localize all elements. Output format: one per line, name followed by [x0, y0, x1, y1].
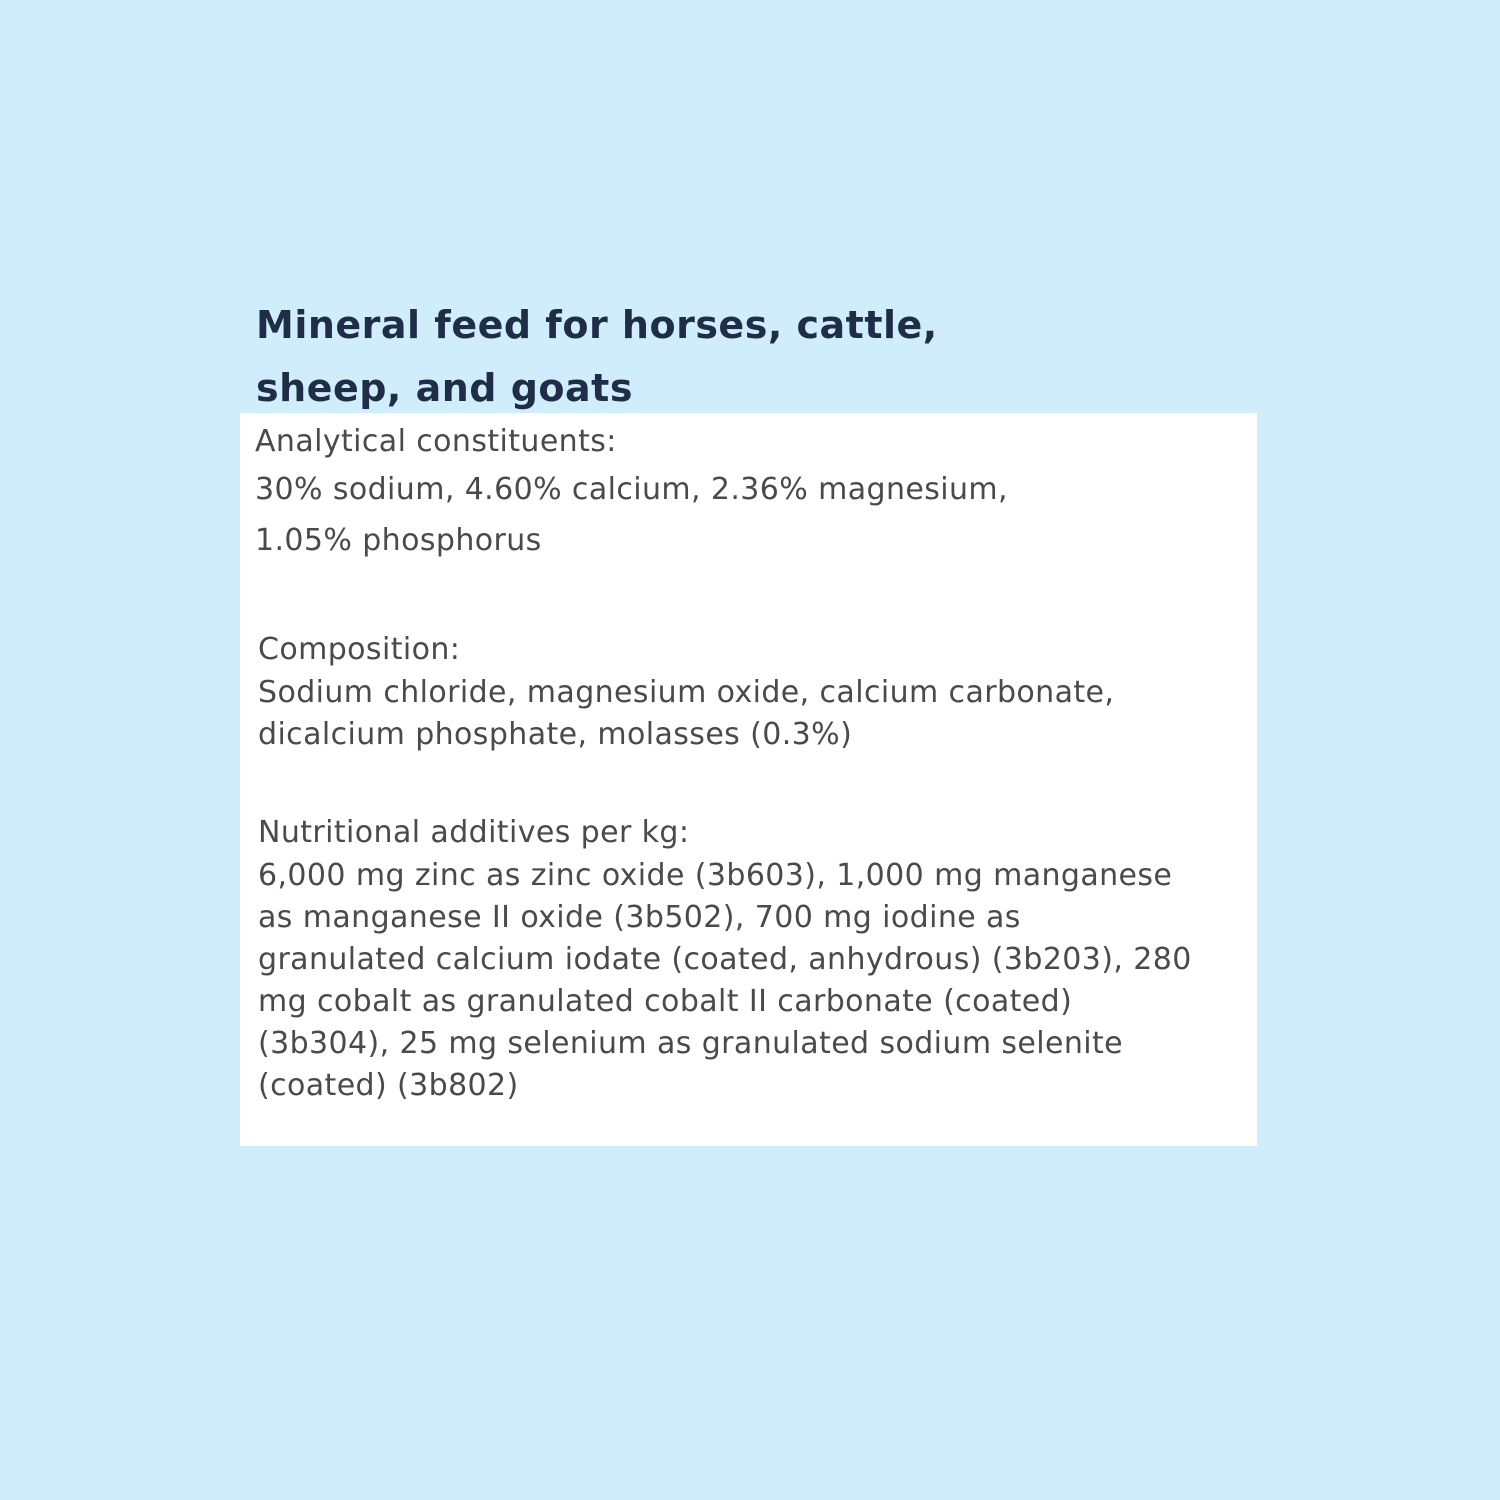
nutritional-additives-line: (coated) (3b802): [258, 1068, 519, 1103]
nutritional-additives-line: 6,000 mg zinc as zinc oxide (3b603), 1,000 mg manganese: [258, 858, 1173, 893]
page-title: [256, 294, 1156, 420]
analytical-constituents-line: 30% sodium, 4.60% calcium, 2.36% magnesium,: [255, 472, 1008, 507]
composition-line: Sodium chloride, magnesium oxide, calcium carbonate,: [258, 675, 1115, 710]
nutritional-additives-label: Nutritional additives per kg:: [258, 815, 690, 850]
analytical-constituents-line: 1.05% phosphorus: [255, 523, 542, 558]
nutritional-additives-line: granulated calcium iodate (coated, anhydrous) (3b203), 280: [258, 942, 1192, 977]
composition-line: dicalcium phosphate, molasses (0.3%): [258, 717, 853, 752]
title-line-2: sheep, and goats: [256, 366, 633, 410]
composition-label: Composition:: [258, 632, 461, 667]
analytical-constituents-label: Analytical constituents:: [255, 424, 617, 459]
nutritional-additives-line: mg cobalt as granulated cobalt II carbonate (coated): [258, 984, 1073, 1019]
nutritional-additives-line: (3b304), 25 mg selenium as granulated sodium selenite: [258, 1026, 1124, 1061]
nutritional-additives-line: as manganese II oxide (3b502), 700 mg iodine as: [258, 900, 1021, 935]
title-line-1: Mineral feed for horses, cattle,: [256, 303, 938, 347]
